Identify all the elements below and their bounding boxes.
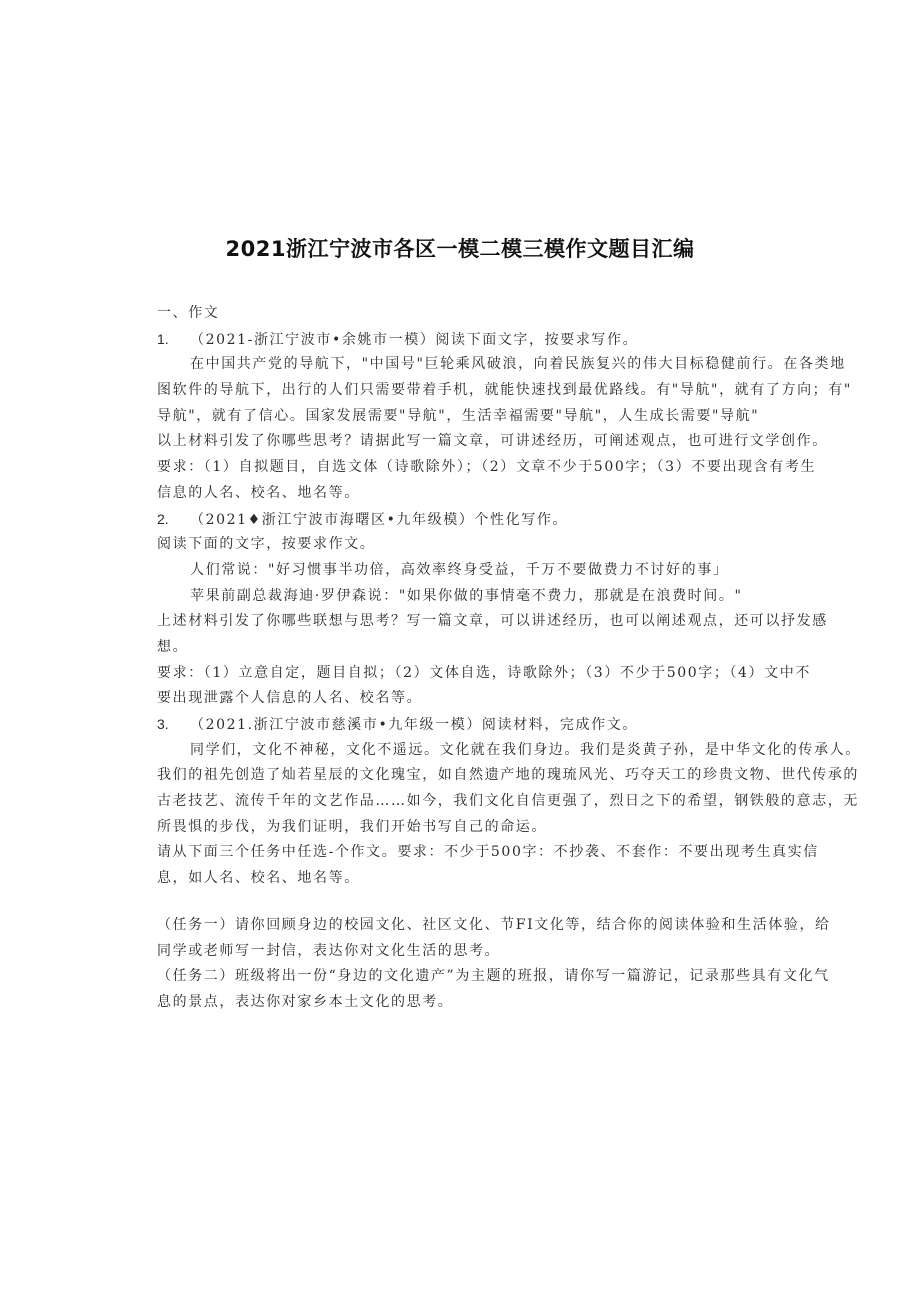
q3-requirement-line: 请从下面三个任务中任选-个作文。要求：不少于500字：不抄袭、不套作：不要出现考生真实信 — [157, 844, 819, 861]
question-3-header — [157, 712, 837, 738]
question-source: （2021♦浙江宁波市海曙区•九年级模）个性化写作。 — [190, 511, 569, 528]
question-source: （2021-浙江宁波市•余姚市一模）阅读下面文字，按要求写作。 — [190, 331, 639, 348]
q3-material-line: 所畏惧的步伐，为我们证明，我们开始书写自己的命运。 — [157, 818, 547, 835]
q3-material-line: 我们的祖先创造了灿若星辰的文化瑰宝，如自然遗产地的瑰琉风光、巧夺天工的珍贵文物、世代传承的 — [157, 767, 859, 784]
q3-material-line: 古老技艺、流传千年的文艺作品……如今，我们文化自信更强了，烈日之下的希望，钢铁般的意志，无 — [157, 793, 859, 810]
document-title: 2021浙江宁波市各区一模二模三模作文题目汇编 — [225, 237, 695, 261]
q2-instruction: 阅读下面的文字，按要求作文。 — [157, 536, 376, 553]
q2-quote-2: 苹果前副总裁海迪·罗伊森说："如果你做的事情毫不费力，那就是在浪费时间。" — [190, 587, 743, 604]
question-number: 2. — [157, 510, 169, 527]
question-number: 3. — [157, 716, 169, 732]
q2-requirement-line: 要求：（1）立意自定，题目自拟；（2）文体自选，诗歌除外；（3）不少于500字；（4）文中不 — [157, 664, 811, 681]
q3-task-2-line: 息的景点，表达你对家乡本土文化的思考。 — [157, 993, 454, 1010]
q2-requirement-line: 要出现泄露个人信息的人名、校名等。 — [157, 690, 423, 707]
document-body — [157, 301, 861, 1016]
q1-requirement-line: 信息的人名、校名、地名等。 — [157, 484, 360, 501]
section-heading: 一、作文 — [157, 305, 220, 321]
question-2-header — [157, 507, 837, 533]
q1-prompt: 以上材料引发了你哪些思考？请据此写一篇文章，可讲述经历，可阐述观点，也可进行文学创作。 — [157, 433, 828, 450]
paragraph-gap — [157, 892, 837, 913]
q3-task-2-line: （任务二）班级将出一份“身边的文化遗产”为主题的班报，请你写一篇游记，记录那些具有文化气 — [157, 968, 830, 985]
q3-material-line: 同学们，文化不神秘，文化不遥远。文化就在我们身边。我们是炎黄子孙，是中华文化的传承人。 — [190, 741, 861, 758]
q3-task-1-line: （任务一）请你回顾身边的校园文化、社区文化、节FI文化等，结合你的阅读体验和生活体验，给 — [157, 916, 831, 933]
q3-task-1-line: 同学或老师写一封信，表达你对文化生活的思考。 — [157, 942, 501, 959]
q1-material-line: 图软件的导航下，出行的人们只需要带着手机，就能快速找到最优路线。有"导航"，就有了方向；有" — [157, 382, 852, 399]
question-1-header — [157, 327, 837, 353]
q2-quote-1: 人们常说："好习惯事半功倍，高效率终身受益，千万不要做费力不讨好的事」 — [190, 561, 729, 578]
q1-material-line: 导航"，就有了信心。国家发展需要"导航"，生活幸福需要"导航"，人生成长需要"导航" — [157, 407, 760, 424]
question-number: 1. — [157, 330, 169, 347]
q1-material-line: 在中国共产党的导航下，"中国号"巨轮乘风破浪，向着民族复兴的伟大目标稳健前行。在各类地 — [190, 356, 846, 373]
q2-prompt-line: 想。 — [157, 638, 189, 655]
q3-requirement-line: 息，如人名、校名、地名等。 — [157, 870, 360, 887]
q1-requirement-line: 要求：（1）自拟题目，自选文体（诗歌除外）；（2）文章不少于500字；（3）不要出现含有考生 — [157, 459, 817, 476]
question-source: （2021.浙江宁波市慈溪市•九年级一模）阅读材料，完成作文。 — [190, 717, 638, 733]
q2-prompt-line: 上述材料引发了你哪些联想与思考？写一篇文章，可以讲述经历，也可以阐述观点，还可以抒发感 — [157, 613, 828, 630]
